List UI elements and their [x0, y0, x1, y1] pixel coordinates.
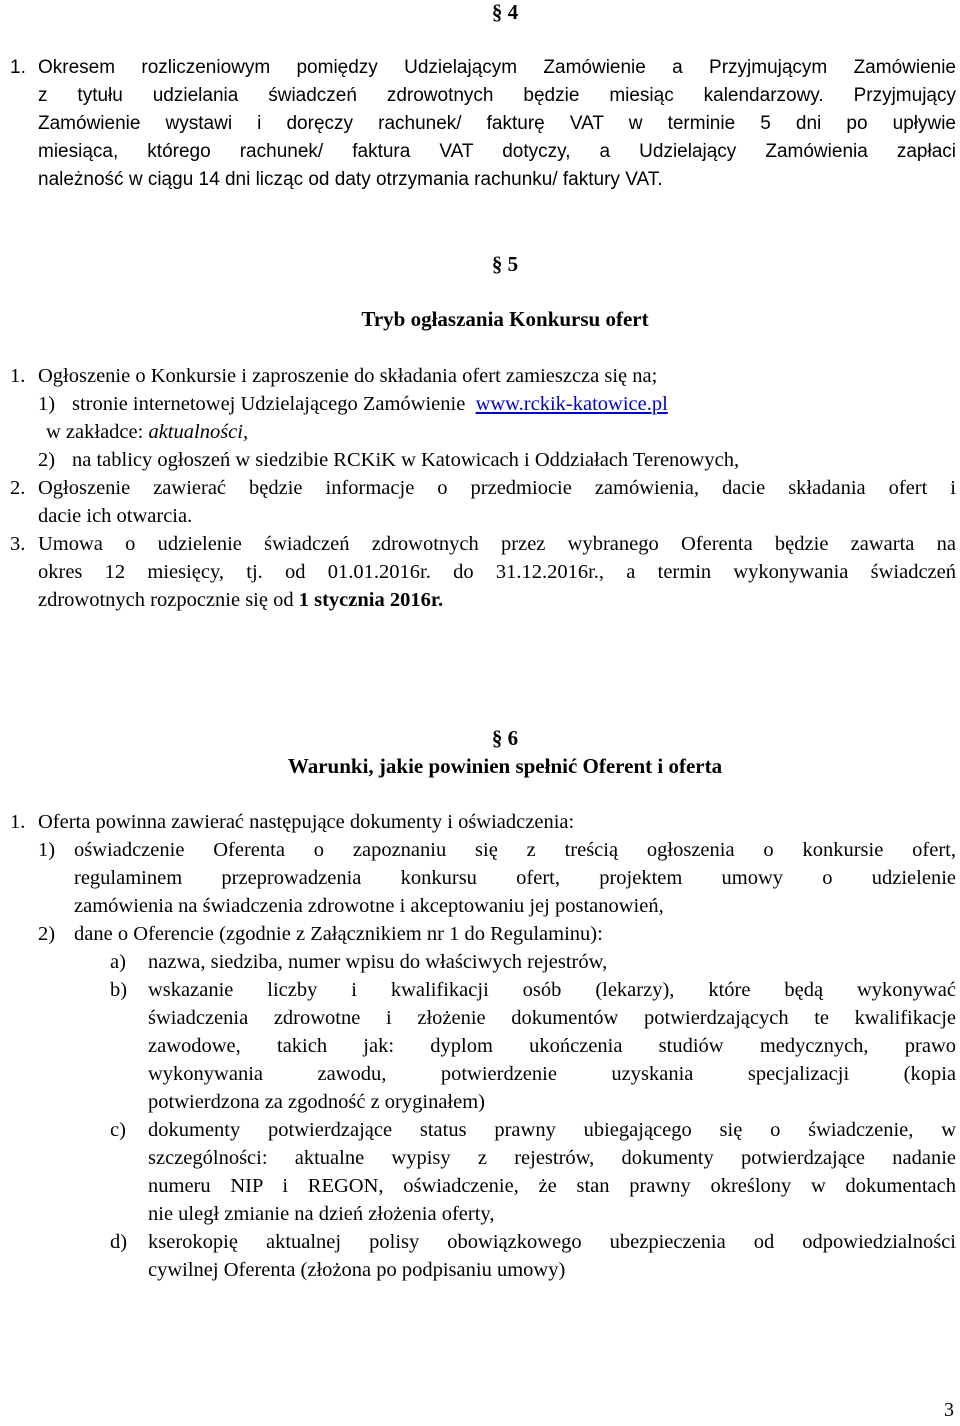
page-number: 3	[944, 1399, 954, 1421]
text-line: kserokopię aktualnej polisy obowiązkowego ubezpieczenia od odpowiedzialności	[148, 1231, 956, 1253]
list-number: 2)	[38, 449, 56, 471]
text-line: okres 12 miesięcy, tj. od 01.01.2016r. do 31.12.2016r., a termin wykonywania świadczeń	[38, 561, 956, 583]
list-number: 1)	[38, 393, 56, 415]
text-line: dacie ich otwarcia.	[38, 505, 193, 527]
start-date: 1 stycznia 2016r.	[298, 589, 444, 611]
paragraph-number: 1.	[10, 365, 26, 387]
list-number: 2)	[38, 923, 56, 945]
text-line: wskazanie liczby i kwalifikacji osób (lekarzy), które będą wykonywać	[148, 979, 956, 1001]
text-span: zdrowotnych rozpocznie się od	[38, 589, 299, 611]
text-line: świadczenia zdrowotne i złożenie dokumentów potwierdzających te kwalifikacje	[148, 1007, 956, 1029]
text-line: numeru NIP i REGON, oświadczenie, że stan prawny określony w dokumentach	[148, 1175, 956, 1197]
list-item-text	[74, 836, 956, 920]
list-number: 1)	[38, 839, 56, 861]
paragraph-number: 3.	[10, 533, 26, 555]
section-5-heading: § 5	[491, 252, 519, 276]
punctuation: ,	[242, 421, 249, 443]
text-line: nie uległ zmianie na dzień złożenia oferty,	[148, 1203, 495, 1225]
sublist-item-text: nazwa, siedziba, numer wpisu do właściwych rejestrów,	[148, 951, 608, 973]
paragraph-number: 1.	[10, 811, 26, 833]
tab-name: aktualności	[148, 421, 243, 443]
paragraph-text: Ogłoszenie o Konkursie i zaproszenie do składania ofert zamieszcza się na;	[38, 365, 658, 387]
sublist-letter: c)	[110, 1119, 126, 1141]
text-line: Okresem rozliczeniowym pomiędzy Udzielającym Zamówienie a Przyjmującym Zamówienie	[38, 57, 956, 78]
text-line: zawodowe, takich jak: dyplom ukończenia studiów medycznych, prawo	[148, 1035, 956, 1057]
text-line: Umowa o udzielenie świadczeń zdrowotnych przez wybranego Oferenta będzie zawarta na	[38, 533, 956, 555]
list-item-text	[72, 390, 668, 418]
sublist-letter: b)	[110, 979, 128, 1001]
list-item-text: dane o Oferencie (zgodnie z Załącznikiem nr 1 do Regulaminu):	[74, 923, 603, 945]
list-item-continuation	[46, 418, 248, 446]
text-line: miesiąca, którego rachunek/ faktura VAT dotyczy, a Udzielający Zamówienia zapłaci	[38, 141, 956, 162]
list-item-text: na tablicy ogłoszeń w siedzibie RCKiK w Katowicach i Oddziałach Terenowych,	[72, 449, 740, 471]
paragraph-text: Oferta powinna zawierać następujące dokumenty i oświadczenia:	[38, 811, 575, 833]
paragraph-text	[38, 530, 956, 614]
text-line: regulaminem przeprowadzenia konkursu ofert, projektem umowy o udzielenie	[74, 867, 956, 889]
text-line	[38, 586, 956, 614]
text-line: Zamówienie wystawi i doręczy rachunek/ fakturę VAT w terminie 5 dni po upływie	[38, 113, 956, 134]
text-line: szczególności: aktualne wypisy z rejestrów, dokumenty potwierdzające nadanie	[148, 1147, 956, 1169]
text-line: należność w ciągu 14 dni licząc od daty otrzymania rachunku/ faktury VAT.	[38, 169, 663, 190]
text-line: wykonywania zawodu, potwierdzenie uzyskania specjalizacji (kopia	[148, 1063, 956, 1085]
text-line: potwierdzona za zgodność z oryginałem)	[148, 1091, 485, 1113]
sublist-letter: a)	[110, 951, 126, 973]
text-line: dokumenty potwierdzające status prawny ubiegającego się o świadczenie, w	[148, 1119, 956, 1141]
sublist-letter: d)	[110, 1231, 128, 1253]
sublist-item-text	[148, 976, 956, 1116]
section-5-title: Tryb ogłaszania Konkursu ofert	[361, 307, 649, 331]
text-line: cywilnej Oferenta (złożona po podpisaniu umowy)	[148, 1259, 566, 1281]
website-link[interactable]: www.rckik-katowice.pl	[475, 393, 668, 415]
text-line: Ogłoszenie zawierać będzie informacje o przedmiocie zamówienia, dacie składania ofert i	[38, 477, 956, 499]
sublist-item-text	[148, 1228, 956, 1284]
paragraph-number: 1.	[10, 57, 26, 78]
text-line: zamówienia na świadczenia zdrowotne i akceptowaniu jej postanowień,	[74, 895, 664, 917]
section-4-heading: § 4	[491, 0, 519, 24]
sublist-item-text	[148, 1116, 956, 1228]
section-6-title: Warunki, jakie powinien spełnić Oferent i oferta	[287, 754, 723, 778]
text-line: z tytułu udzielania świadczeń zdrowotnych będzie miesiąc kalendarzowy. Przyjmujący	[38, 85, 956, 106]
section-6-heading: § 6	[491, 726, 519, 750]
list-item-label: stronie internetowej Udzielającego Zamówienie	[72, 393, 466, 415]
paragraph-number: 2.	[10, 477, 26, 499]
paragraph-text	[38, 474, 956, 530]
continuation-text: w zakładce:	[46, 421, 149, 443]
text-line: oświadczenie Oferenta o zapoznaniu się z treścią ogłoszenia o konkursie ofert,	[74, 839, 956, 861]
